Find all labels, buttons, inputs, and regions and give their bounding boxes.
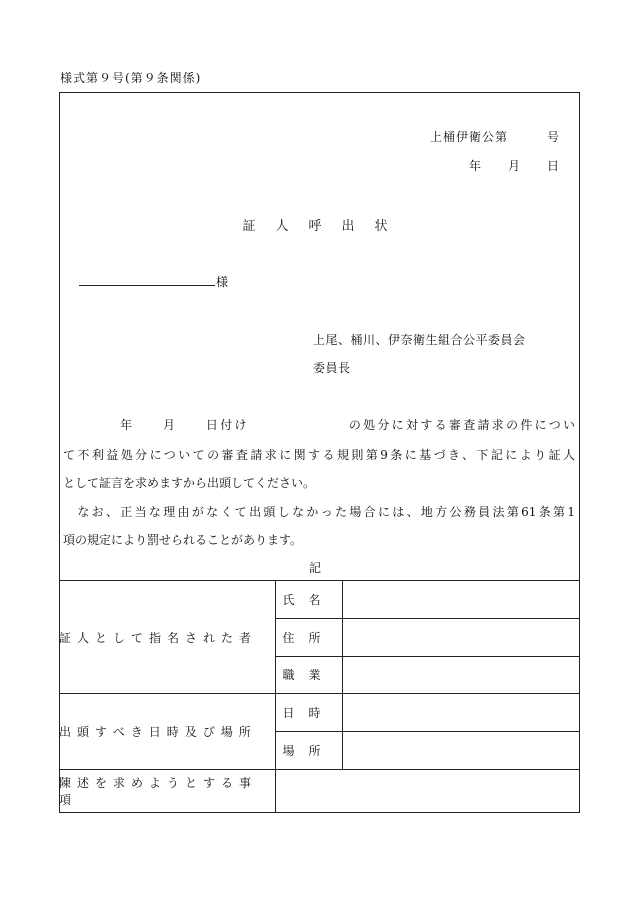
name-field[interactable] bbox=[342, 581, 580, 619]
datetime-field[interactable] bbox=[342, 694, 580, 732]
body-line-5: 項の規定により罰せられることがあります。 bbox=[63, 533, 303, 547]
datetime-label: 日時 bbox=[275, 694, 342, 732]
document-title: 証人呼出状 bbox=[242, 219, 408, 234]
body-line-3: として証言を求めますから出頭してください。 bbox=[63, 476, 316, 490]
issuer-position: 委員長 bbox=[313, 361, 351, 375]
details-table bbox=[59, 580, 580, 813]
ki-heading: 記 bbox=[308, 561, 321, 575]
place-field[interactable] bbox=[342, 732, 580, 770]
appearance-category-label: 出頭すべき日時及び場所 bbox=[59, 694, 275, 770]
addressee-name-line bbox=[79, 285, 215, 286]
statement-field[interactable] bbox=[275, 769, 580, 813]
name-label: 氏名 bbox=[275, 581, 342, 619]
body-line-1: 年 月 日付け の処分に対する審査請求の件につい bbox=[63, 418, 575, 432]
body-line-2: て不利益処分についての審査請求に関する規則第9条に基づき、下記により証人 bbox=[63, 448, 575, 462]
place-label: 場所 bbox=[275, 732, 342, 770]
document-number: 上桶伊衛公第 号 bbox=[429, 130, 560, 144]
address-label: 住所 bbox=[275, 618, 342, 656]
occupation-field[interactable] bbox=[342, 656, 580, 694]
address-field[interactable] bbox=[342, 618, 580, 656]
statement-category-label: 陳述を求めようとする事項 bbox=[59, 769, 275, 813]
issuer-organization: 上尾、桶川、伊奈衛生組合公平委員会 bbox=[313, 333, 526, 347]
form-label: 様式第９号(第９条関係) bbox=[60, 71, 202, 85]
body-line-4: なお、正当な理由がなくて出頭しなかった場合には、地方公務員法第61条第1 bbox=[63, 505, 575, 519]
occupation-label: 職業 bbox=[275, 656, 342, 694]
document-date: 年 月 日 bbox=[468, 159, 560, 173]
witness-category-label: 証人として指名された者 bbox=[59, 581, 275, 694]
addressee-honorific: 様 bbox=[216, 275, 229, 289]
